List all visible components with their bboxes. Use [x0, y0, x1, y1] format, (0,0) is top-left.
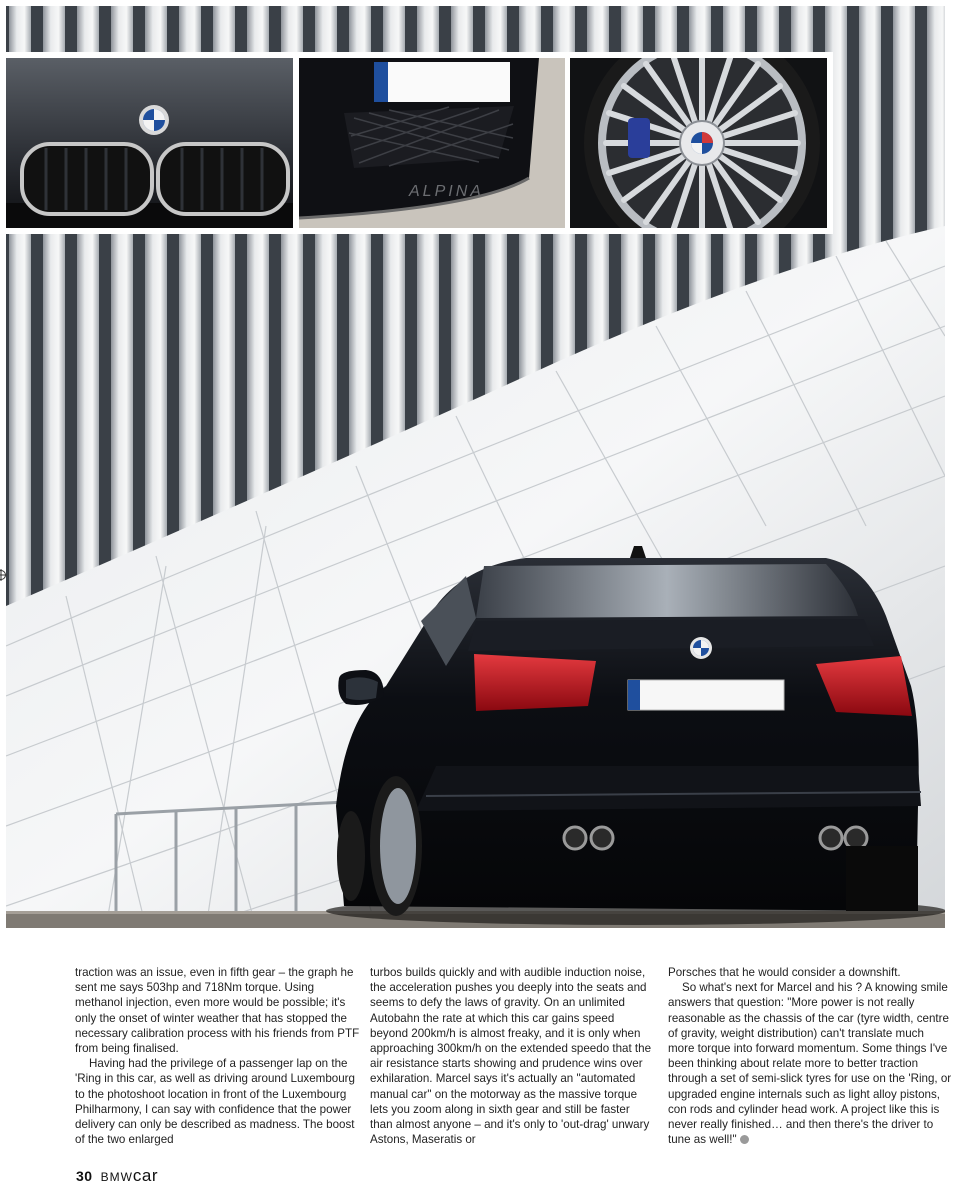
magazine-logo-bmw: BMW — [100, 1170, 133, 1184]
magazine-logo — [101, 1166, 158, 1186]
paragraph: Porsches that he would consider a downshift. — [668, 966, 901, 979]
article-body — [75, 965, 952, 1155]
page-number: 30 — [76, 1168, 93, 1184]
text-column-3 — [668, 965, 953, 1147]
thumbnail-wheel-photo — [570, 58, 827, 228]
magazine-logo-car: car — [132, 1166, 159, 1185]
svg-text:ALPINA: ALPINA — [409, 183, 484, 200]
registration-mark-icon — [0, 569, 7, 581]
paragraph: Having had the privilege of a passenger lap on the 'Ring in this car, as well as driving around Luxembourg to the photoshoot location in front of the Luxembourg Philharmony, I can say with confidence that the power delivery can only be described as madness. The boost of the two enlarged — [75, 1057, 355, 1147]
paragraph: traction was an issue, even in fifth gear – the graph he sent me says 503hp and 718Nm torque. Using methanol injection, even more would be possible; it's only the onset of winter weather that has stopped the necessary calibration process with his friends from PTF from being finalised. — [75, 966, 360, 1056]
paragraph: So what's next for Marcel and his ? A knowing smile answers that question: "More power is not really reasonable as the chassis of the car (tyre width, centre of gravity, weight distribution) can't translate much more torque into forward momentum. Some things I've been thinking about relate more to better traction through a set of semi-slick tyres for use on the 'Ring, or upgraded engine internals such as light alloy pistons, con rods and cylinder head work. A project like this is never really finished… and then there's the driver to tune as well!" — [668, 981, 952, 1147]
thumbnail-front-bumper-photo — [299, 58, 565, 228]
paragraph: turbos builds quickly and with audible induction noise, the acceleration pushes you deeply into the seats and seems to defy the laws of gravity. On an unlimited Autobahn the rate at which this car gains speed beyond 200km/h is almost freaky, and it is only when approaching 300km/h on the extended speedo that the air resistance starts showing and prudence wins over exhilaration. Marcel says it's actually an "automated manual car" on the motorway as the massive torque lets you zoom along in sixth gear and still be faster than almost anyone – and it's only to 'out-drag' unwary Astons, Maseratis or — [370, 966, 652, 1147]
text-column-2 — [370, 965, 655, 1147]
end-of-article-icon — [740, 1135, 749, 1144]
page-footer — [76, 1166, 158, 1188]
text-column-1 — [75, 965, 360, 1147]
thumbnail-grille-photo — [6, 58, 293, 228]
